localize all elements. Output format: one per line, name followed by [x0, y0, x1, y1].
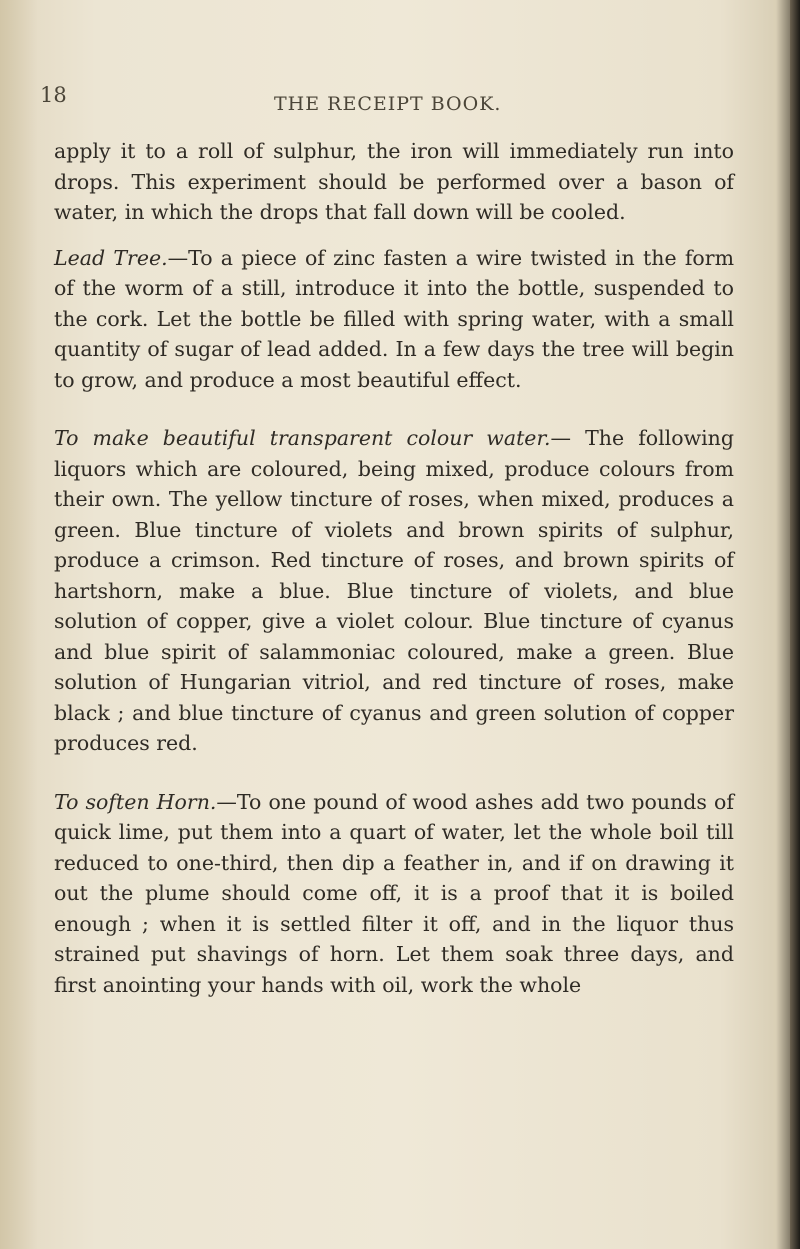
paragraph: [54, 243, 734, 396]
paragraph: [54, 423, 734, 759]
paragraph-body: —To a piece of zinc fasten a wire twisted in the form of the worm of a still, introduce it into the bottle, suspended to the cork. Let the bottle be filled with spring water, with a small quantity of sugar of lead added. In a few days the tree will begin to grow, and produce a most beautiful effect.: [54, 245, 735, 392]
paragraph-body: apply it to a roll of sulphur, the iron will immediately run into drops. This experiment should be performed over a bason of water, in which the drops that fall down will be cooled.: [54, 139, 734, 224]
page-number: 18: [40, 83, 67, 107]
paragraph: [54, 136, 734, 228]
paragraph: [54, 787, 734, 1001]
page-text: [54, 136, 734, 1000]
recipe-heading-colour-water: To make beautiful transparent colour water.: [54, 426, 551, 450]
paragraph-body: — The following liquors which are coloured, being mixed, produce colours from their own. The yellow tincture of roses, when mixed, produces a green. Blue tincture of violets and brown spirits of sulphur, produce a crimson. Red tincture of roses, and brown spirits of hartshorn, make a blue. Blue tincture of violets, and blue solution of copper, give a violet colour. Blue tincture of cyanus and blue spirit of salammoniac coloured, make a green. Blue solution of Hungarian vitriol, and red tincture of roses, make black ; and blue tincture of cyanus and green solution of copper produces red.: [54, 426, 735, 755]
recipe-heading-soften-horn: To soften Horn.: [54, 789, 217, 814]
recipe-heading-lead-tree: Lead Tree.: [54, 245, 168, 270]
page-edge: [790, 0, 800, 1249]
page-gutter-shadow: [0, 0, 38, 1249]
paragraph-body: —To one pound of wood ashes add two pounds of quick lime, put them into a quart of water, let the whole boil till reduced to one-third, then dip a feather in, and if on drawing it out the plume should come off, it is a proof that it is boiled enough ; when it is settled filter it off, and in the liquor thus strained put shavings of horn. Let them soak three days, and first anointing your hands with oil, work the whole: [54, 789, 734, 997]
running-title: THE RECEIPT BOOK.: [274, 93, 502, 115]
